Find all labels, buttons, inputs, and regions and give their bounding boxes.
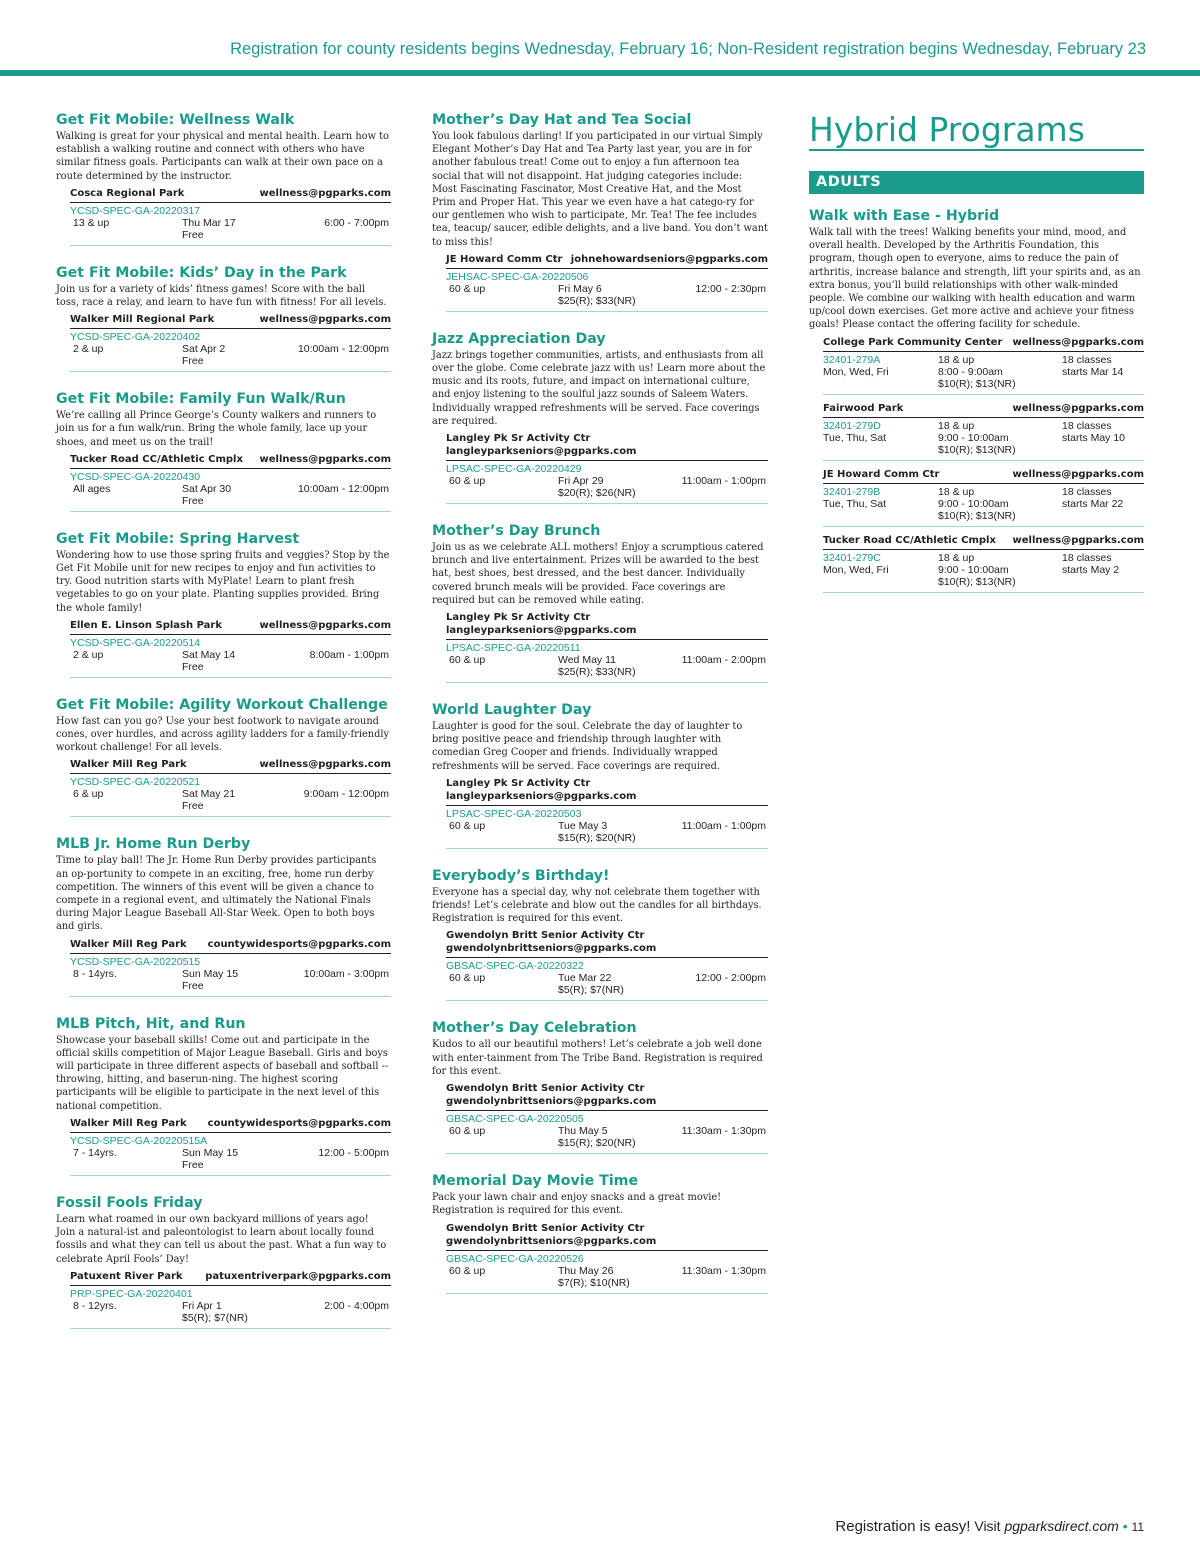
event-listing (432, 1020, 768, 1154)
event-listing (56, 265, 391, 372)
event-fee: Free (182, 228, 204, 241)
event-title: World Laughter Day (432, 702, 592, 719)
event-title: Memorial Day Movie Time (432, 1173, 639, 1190)
event-description: Join us as we celebrate ALL mothers! Enjoy a scrumptious catered brunch and live entertainment. Prizes will be awarded to the best hat, best shoes, best dressed, and the best dancer. Individually covered brunch meals will be provided. Face coverings are required but can be removed while eating. (432, 542, 764, 606)
offering-details (70, 1300, 391, 1329)
age-range: 2 & up (73, 343, 104, 356)
event-time: 10:00am - 3:00pm (303, 967, 389, 980)
activity-code[interactable]: YCSD-SPEC-GA-20220514 (70, 636, 201, 649)
location-row (823, 534, 1144, 550)
event-fee: $15(R); $20(NR) (558, 1137, 636, 1150)
hybrid-offering (823, 336, 1144, 395)
event-date: Fri Apr 1 (182, 1299, 222, 1312)
event-title: Mother’s Day Hat and Tea Social (432, 112, 692, 128)
event-time: 11:00am - 1:00pm (681, 819, 766, 832)
event-time: 11:00am - 1:00pm (681, 475, 766, 488)
event-fee: Free (182, 979, 204, 992)
facility-name: JE Howard Comm Ctr (446, 253, 563, 265)
contact-email[interactable]: wellness@pgparks.com (1012, 468, 1144, 480)
event-description: Showcase your baseball skills! Come out and participate in the official skills competition of Major League Baseball. Girls and boys will participate in three different aspects of baseball and softball -- throwing, hitting, and baserun-ning. The highest scoring participants will be eligible to participate in the next level of this national competition. (56, 1034, 389, 1112)
age-range: 60 & up (449, 282, 486, 295)
activity-code[interactable]: YCSD-SPEC-GA-20220515A (70, 1134, 208, 1147)
event-date: Sat May 21 (182, 788, 236, 801)
facility-name: JE Howard Comm Ctr (823, 468, 940, 480)
event-listing (56, 391, 391, 512)
activity-code[interactable]: LPSAC-SPEC-GA-20220511 (446, 642, 581, 655)
contact-email[interactable]: langleyparkseniors@pgparks.com (446, 446, 637, 458)
event-offering (446, 432, 768, 504)
event-fee: $25(R); $33(NR) (558, 666, 636, 679)
event-description: Kudos to all our beautiful mothers! Let’s celebrate a job well done with enter-tainment from The Tribe Band. Registration is required for this event. (432, 1039, 763, 1077)
event-offering (446, 1082, 768, 1154)
offering-details (446, 1125, 768, 1154)
program-description: Walk tall with the trees! Walking benefits your mind, mood, and overall health. Developed by the Arthritis Foundation, this program, though open to everyone, aims to reduce the pain of arthritis, increase balance and strength, lift your spirits and, as an extra bonus, you’ll build relationships with other walk-minded people. We combine our walking with health education and warm up/cool down exercises. Get more active and achieve your fitness goals! Please contact the offering facility for schedule. (809, 227, 1141, 331)
event-offering (70, 619, 391, 678)
age-range: 60 & up (449, 654, 486, 667)
event-title: Get Fit Mobile: Agility Workout Challenge (56, 696, 388, 713)
location-row (446, 432, 768, 461)
contact-email[interactable]: gwendolynbrittseniors@pgparks.com (446, 1235, 657, 1247)
age-range: 18 & up (938, 551, 975, 564)
page-footer (835, 1518, 1144, 1535)
event-listing (432, 1173, 768, 1293)
age-range: 6 & up (73, 788, 104, 801)
event-description: Pack your lawn chair and enjoy snacks and a great movie! Registration is required for this event. (432, 1192, 722, 1217)
event-description: Join us for a variety of kids’ fitness games! Score with the ball toss, race a relay, and learn to have fun with fitness! For all levels. (56, 283, 387, 309)
location-row (70, 313, 391, 329)
event-description: How fast can you go? Use your best footwork to navigate around cones, over hurdles, and across agility ladders for a family-friendly workout challenge! For all levels. (56, 715, 390, 754)
event-listing (56, 531, 391, 678)
class-count: 18 classes (1062, 551, 1112, 564)
offering-details (70, 788, 391, 817)
facility-name: Walker Mill Regional Park (70, 314, 215, 326)
registration-dates-text: Registration for county residents begins Wednesday, February 16; Non-Resident registration begins Wednesday, February 23 (230, 40, 1146, 58)
activity-code[interactable]: YCSD-SPEC-GA-20220317 (70, 204, 201, 217)
offering-details (446, 654, 768, 683)
event-fee: Free (182, 800, 204, 813)
event-date: Sun May 15 (182, 967, 239, 980)
contact-email[interactable]: countywidesports@pgparks.com (207, 1117, 391, 1129)
event-listing (432, 868, 768, 1002)
blank-cell (823, 444, 938, 456)
activity-code[interactable]: YCSD-SPEC-GA-20220430 (70, 470, 201, 483)
event-date: Sat May 14 (182, 648, 236, 661)
event-date: Sat Apr 2 (182, 343, 226, 356)
event-fee: $7(R); $10(NR) (558, 1276, 630, 1289)
event-offering (70, 758, 391, 817)
contact-email[interactable]: patuxentriverpark@pgparks.com (205, 1270, 391, 1282)
event-description: Wondering how to use those spring fruits and veggies? Stop by the Get Fit Mobile unit for new recipes to enjoy and fun activities to try. Good nutrition starts with MyPlate! Learn to plant fresh vegetables to go on your plate. Planting supplies provided. Bring the whole family! (56, 549, 390, 614)
page-number: 11 (1131, 1520, 1144, 1534)
contact-email[interactable]: gwendolynbrittseniors@pgparks.com (446, 943, 657, 955)
event-listing (56, 1195, 391, 1329)
event-offering (70, 1270, 391, 1329)
contact-email[interactable]: wellness@pgparks.com (259, 619, 391, 631)
event-description: Learn what roamed in our own backyard millions of years ago! Join a natural-ist and paleontologist to learn about locally found fossils and what they can tell us about the past. What a fun way to celebrate April Fools’ Day! (56, 1213, 387, 1265)
location-row (823, 468, 1144, 484)
location-row (823, 336, 1144, 352)
event-description: Jazz brings together communities, artists, and enthusiasts from all over the globe. Come celebrate jazz with us! Learn more about the music and its roots, future, and impact on international culture, and enjoy listening to the soulful jazz sounds of Saleem Waters. Individually wrapped refreshments will be served. Face coverings are required. (432, 349, 766, 427)
facility-name: Langley Pk Sr Activity Ctr (446, 777, 591, 789)
activity-code[interactable]: 32401-279A (823, 353, 881, 366)
age-range: 2 & up (73, 648, 104, 661)
footer-visit: Visit (974, 1518, 1001, 1534)
location-row (446, 1082, 768, 1111)
age-range: 18 & up (938, 353, 975, 366)
event-title: Get Fit Mobile: Kids’ Day in the Park (56, 264, 347, 281)
event-offering (446, 777, 768, 849)
start-date: starts Mar 22 (1062, 497, 1124, 510)
footer-website-link[interactable]: pgparksdirect.com (1004, 1518, 1119, 1534)
hybrid-offering (823, 402, 1144, 461)
offering-details (70, 968, 391, 997)
age-range: All ages (73, 482, 111, 495)
header-rule (0, 70, 1200, 76)
events-column-2 (432, 112, 768, 1313)
program-fee: $10(R); $13(NR) (938, 509, 1016, 522)
activity-code[interactable]: 32401-279C (823, 551, 881, 564)
event-title: MLB Pitch, Hit, and Run (56, 1015, 246, 1032)
age-range: 60 & up (449, 475, 486, 488)
class-time: 9:00 - 10:00am (938, 563, 1009, 576)
event-fee: Free (182, 494, 204, 507)
event-offering (446, 929, 768, 1001)
event-date: Thu Mar 17 (182, 216, 236, 229)
blank-cell (823, 378, 938, 390)
start-date: starts May 10 (1062, 431, 1126, 444)
location-row (70, 938, 391, 954)
event-listing (432, 112, 768, 312)
event-time: 11:00am - 2:00pm (681, 654, 766, 667)
event-fee: Free (182, 1158, 204, 1171)
event-fee: $20(R); $26(NR) (558, 487, 636, 500)
blank-cell (823, 576, 938, 588)
event-description: Time to play ball! The Jr. Home Run Derby provides participants an op-portunity to compete in an exciting, free, home run derby competition. The winners of this event will be given a chance to compete in a regional event, and ultimately the National Finals during Major League Baseball All-Star Week. Open to both boys and girls. (56, 855, 377, 933)
facility-name: Ellen E. Linson Splash Park (70, 619, 223, 631)
program-fee: $10(R); $13(NR) (938, 377, 1016, 390)
facility-name: Walker Mill Reg Park (70, 938, 187, 950)
event-time: 8:00am - 1:00pm (309, 648, 389, 661)
offering-details (446, 475, 768, 504)
event-time: 11:30am - 1:30pm (681, 1125, 766, 1138)
offering-details (823, 420, 1144, 461)
event-title: Mother’s Day Brunch (432, 523, 601, 540)
location-row (446, 611, 768, 640)
event-date: Thu May 26 (558, 1264, 614, 1277)
class-count: 18 classes (1062, 485, 1112, 498)
hybrid-offering (823, 468, 1144, 527)
event-title: Mother’s Day Celebration (432, 1020, 637, 1037)
location-row (70, 758, 391, 774)
event-time: 12:00 - 2:00pm (695, 972, 766, 985)
event-time: 9:00am - 12:00pm (303, 788, 389, 801)
class-time: 9:00 - 10:00am (938, 497, 1009, 510)
start-date: starts Mar 14 (1062, 365, 1124, 378)
offering-details (446, 1265, 768, 1294)
footer-bullet: • (1122, 1518, 1128, 1534)
offering-details (70, 649, 391, 678)
class-time: 8:00 - 9:00am (938, 365, 1003, 378)
facility-name: Walker Mill Reg Park (70, 1117, 187, 1129)
event-time: 12:00 - 5:00pm (318, 1146, 389, 1159)
event-listing (432, 331, 768, 504)
location-row (70, 1117, 391, 1133)
age-range: 60 & up (449, 819, 486, 832)
program-title: Walk with Ease - Hybrid (809, 208, 1000, 224)
event-date: Sun May 15 (182, 1146, 239, 1159)
contact-email[interactable]: wellness@pgparks.com (259, 314, 391, 326)
facility-name: Langley Pk Sr Activity Ctr (446, 433, 591, 445)
event-fee: Free (182, 355, 204, 368)
program-fee: $10(R); $13(NR) (938, 575, 1016, 588)
event-offering (70, 453, 391, 512)
contact-email[interactable]: wellness@pgparks.com (259, 759, 391, 771)
age-range: 18 & up (938, 419, 975, 432)
event-offering (70, 938, 391, 997)
location-row (70, 1270, 391, 1286)
activity-code[interactable]: PRP-SPEC-GA-20220401 (70, 1287, 193, 1300)
event-listing (432, 523, 768, 683)
contact-email[interactable]: wellness@pgparks.com (259, 187, 391, 199)
activity-code[interactable]: 32401-279B (823, 485, 881, 498)
offering-details (446, 972, 768, 1001)
event-time: 11:30am - 1:30pm (681, 1264, 766, 1277)
event-listing (56, 836, 391, 996)
facility-name: Langley Pk Sr Activity Ctr (446, 612, 591, 624)
event-time: 2:00 - 4:00pm (324, 1299, 389, 1312)
event-title: Fossil Fools Friday (56, 1194, 203, 1211)
event-date: Tue Mar 22 (558, 972, 612, 985)
adults-section-bar: ADULTS (809, 171, 1144, 194)
location-row (70, 619, 391, 635)
hybrid-offering (823, 534, 1144, 593)
activity-code[interactable]: JEHSAC-SPEC-GA-20220506 (446, 270, 589, 283)
event-time: 10:00am - 12:00pm (297, 482, 389, 495)
age-range: 60 & up (449, 1264, 486, 1277)
location-row (70, 453, 391, 469)
event-date: Thu May 5 (558, 1125, 608, 1138)
event-title: MLB Jr. Home Run Derby (56, 836, 251, 853)
facility-name: Gwendolyn Britt Senior Activity Ctr (446, 1222, 645, 1234)
facility-name: Fairwood Park (823, 402, 904, 414)
hybrid-programs-heading: Hybrid Programs (809, 112, 1144, 151)
event-fee: $15(R); $20(NR) (558, 831, 636, 844)
event-time: 6:00 - 7:00pm (324, 216, 389, 229)
activity-code[interactable]: YCSD-SPEC-GA-20220521 (70, 776, 201, 789)
event-title: Jazz Appreciation Day (432, 330, 606, 347)
offering-details (823, 486, 1144, 527)
event-date: Wed May 11 (558, 654, 616, 667)
hybrid-listings (809, 336, 1144, 593)
events-column-1 (56, 112, 391, 1348)
event-fee: $5(R); $7(NR) (558, 984, 624, 997)
event-time: 10:00am - 12:00pm (297, 343, 389, 356)
event-description: Everyone has a special day, why not celebrate them together with friends! Let’s celebrate and blow out the candles for all birthdays. Registration is required for this event. (432, 886, 762, 925)
location-row (446, 253, 768, 269)
facility-name: Patuxent River Park (70, 1270, 183, 1282)
activity-code[interactable]: 32401-279D (823, 419, 881, 432)
facility-name: College Park Community Center (823, 336, 1003, 348)
contact-email[interactable]: johnehowardseniors@pgparks.com (570, 253, 768, 265)
footer-lead: Registration is easy! (835, 1518, 971, 1535)
event-listing (56, 1016, 391, 1176)
event-title: Everybody’s Birthday! (432, 867, 610, 884)
contact-email[interactable]: wellness@pgparks.com (1012, 534, 1144, 546)
location-row (446, 777, 768, 806)
start-date: starts May 2 (1062, 563, 1120, 576)
offering-details (446, 283, 768, 312)
activity-code[interactable]: GBSAC-SPEC-GA-20220526 (446, 1252, 584, 1265)
event-title: Get Fit Mobile: Family Fun Walk/Run (56, 391, 346, 408)
class-time: 9:00 - 10:00am (938, 431, 1009, 444)
event-offering (446, 611, 768, 683)
event-description: Walking is great for your physical and mental health. Learn how to establish a walking routine and connect with others who have similar fitness goals. Participants can walk at their own pace on a route determined by the instructor. (56, 131, 389, 182)
event-title: Get Fit Mobile: Spring Harvest (56, 530, 300, 547)
location-row (823, 402, 1144, 418)
facility-name: Cosca Regional Park (70, 187, 185, 199)
event-date: Tue May 3 (558, 819, 608, 832)
event-description: We’re calling all Prince George’s County walkers and runners to join us for a fun walk/run. Bring the whole family, lace up your shoes, and meet us on the trail! (56, 410, 377, 448)
contact-email[interactable]: langleyparkseniors@pgparks.com (446, 625, 637, 637)
contact-email[interactable]: wellness@pgparks.com (1012, 336, 1144, 348)
activity-code[interactable]: GBSAC-SPEC-GA-20220505 (446, 1113, 584, 1126)
meeting-days: Mon, Wed, Fri (823, 365, 889, 378)
event-fee: $5(R); $7(NR) (182, 1311, 248, 1324)
offering-details (823, 354, 1144, 395)
contact-email[interactable]: wellness@pgparks.com (259, 453, 391, 465)
offering-details (823, 552, 1144, 593)
activity-code[interactable]: YCSD-SPEC-GA-20220515 (70, 955, 201, 968)
age-range: 60 & up (449, 972, 486, 985)
event-listing (56, 112, 391, 246)
event-offering (446, 1222, 768, 1294)
facility-name: Tucker Road CC/Athletic Cmplx (70, 453, 243, 465)
age-range: 60 & up (449, 1125, 486, 1138)
event-fee: $25(R); $33(NR) (558, 294, 636, 307)
top-banner (0, 0, 1200, 76)
location-row (70, 187, 391, 203)
age-range: 18 & up (938, 485, 975, 498)
meeting-days: Tue, Thu, Sat (823, 497, 887, 510)
location-row (446, 929, 768, 958)
activity-code[interactable]: LPSAC-SPEC-GA-20220503 (446, 807, 582, 820)
activity-code[interactable]: GBSAC-SPEC-GA-20220322 (446, 960, 584, 973)
event-date: Fri Apr 29 (558, 475, 604, 488)
event-offering (70, 313, 391, 372)
offering-details (70, 343, 391, 372)
age-range: 7 - 14yrs. (73, 1146, 117, 1159)
event-date: Fri May 6 (558, 282, 602, 295)
contact-email[interactable]: gwendolynbrittseniors@pgparks.com (446, 1096, 657, 1108)
event-listing (56, 697, 391, 818)
facility-name: Tucker Road CC/Athletic Cmplx (823, 534, 996, 546)
hybrid-programs-column (809, 112, 1144, 600)
age-range: 13 & up (73, 216, 110, 229)
meeting-days: Mon, Wed, Fri (823, 563, 889, 576)
activity-code[interactable]: YCSD-SPEC-GA-20220402 (70, 331, 201, 344)
program-fee: $10(R); $13(NR) (938, 443, 1016, 456)
contact-email[interactable]: countywidesports@pgparks.com (207, 938, 391, 950)
offering-details (70, 1147, 391, 1176)
meeting-days: Tue, Thu, Sat (823, 431, 887, 444)
event-title: Get Fit Mobile: Wellness Walk (56, 112, 295, 128)
location-row (446, 1222, 768, 1251)
age-range: 8 - 14yrs. (73, 967, 117, 980)
event-offering (446, 253, 768, 312)
event-fee: Free (182, 660, 204, 673)
event-offering (70, 1117, 391, 1176)
event-description: Laughter is good for the soul. Celebrate the day of laughter to bring positive peace and friendship through laughter with comedian Greg Cooper and friends. Individually wrapped refreshments will be served. Face coverings are required. (432, 721, 743, 772)
event-time: 12:00 - 2:30pm (695, 282, 766, 295)
event-listing (432, 702, 768, 849)
offering-details (70, 483, 391, 512)
facility-name: Gwendolyn Britt Senior Activity Ctr (446, 930, 645, 942)
age-range: 8 - 12yrs. (73, 1299, 117, 1312)
facility-name: Gwendolyn Britt Senior Activity Ctr (446, 1083, 645, 1095)
offering-details (70, 217, 391, 246)
event-offering (70, 187, 391, 246)
contact-email[interactable]: wellness@pgparks.com (1012, 402, 1144, 414)
class-count: 18 classes (1062, 419, 1112, 432)
facility-name: Walker Mill Reg Park (70, 759, 187, 771)
blank-cell (823, 510, 938, 522)
offering-details (446, 820, 768, 849)
event-date: Sat Apr 30 (182, 482, 232, 495)
contact-email[interactable]: langleyparkseniors@pgparks.com (446, 790, 637, 802)
event-description: You look fabulous darling! If you participated in our virtual Simply Elegant Mother’s Day Hat and Tea Party last year, you are in for another fabulous treat! Come out to enjoy a fun afternoon tea social that will not disappoint. Hat judging categories include: Most Fascinating Fascinator, Most Creative Hat, and the Most Prim and Proper Hat. This year we even have a hat catego-ry for our gentlemen who wish to participate, Mr. Tea! The fee includes tea, teacup/ saucer, edible delights, and a live band. You don’t want to miss this! (432, 131, 768, 248)
activity-code[interactable]: LPSAC-SPEC-GA-20220429 (446, 463, 582, 476)
class-count: 18 classes (1062, 353, 1112, 366)
